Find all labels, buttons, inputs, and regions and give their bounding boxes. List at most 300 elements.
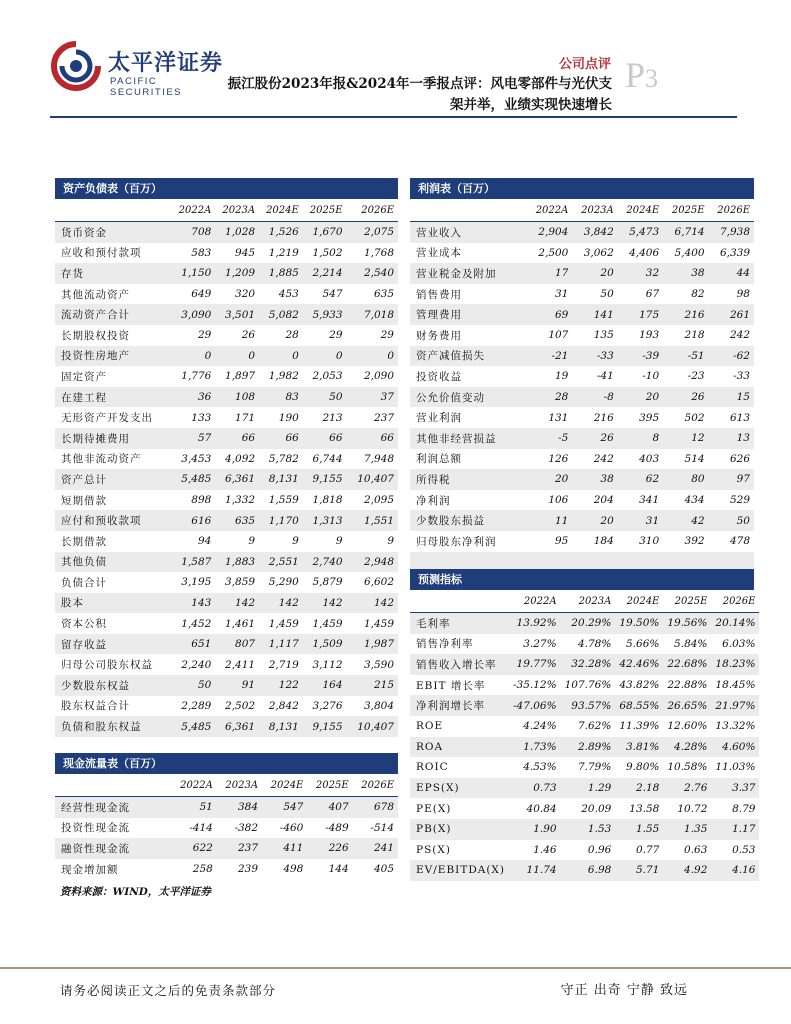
table-cell: 616 [172,510,216,531]
row-label: 股本 [55,593,172,614]
table-cell: 237 [217,838,262,859]
table-cell: 4.60% [711,737,759,758]
table-cell: 2,502 [225,699,256,712]
table-row [410,840,759,861]
table-cell: 8,131 [259,469,303,490]
table-cell: 12.60% [667,720,708,733]
table-row [410,531,754,552]
table-cell: 1,209 [215,263,259,284]
table-header-row [410,199,754,222]
table-row [55,572,398,593]
table-cell: 1,987 [347,634,398,655]
table-cell: 10,407 [347,716,398,737]
table-cell: 9 [292,535,299,548]
logo-chinese-name: 太平洋证券 [108,51,224,76]
row-label: 净利润 [416,494,451,507]
table-row [55,531,398,552]
table-cell: 22.68% [663,654,711,675]
table-cell: 19.77% [509,654,561,675]
table-cell: 2,411 [225,658,256,671]
logo-emblem-icon [50,40,102,92]
table-cell: 2.76 [663,778,711,799]
logo-english-name: PACIFIC SECURITIES [110,76,183,98]
table-cell: 164 [303,675,347,696]
table-cell: 17 [527,263,572,284]
table-cell: -489 [325,821,349,834]
table-row [410,243,754,264]
table-cell: 434 [684,494,705,507]
table-cell: 97 [709,469,754,490]
cashflow-panel [55,753,398,879]
table-cell: -414 [189,821,213,834]
table-row [410,449,754,470]
table-cell: 19.56% [663,613,711,634]
row-label: 固定资产 [61,370,107,383]
table-cell: 1,461 [225,617,256,630]
table-cell: 1.35 [663,819,711,840]
table-cell: 108 [215,387,259,408]
table-row [55,366,398,387]
table-cell: 3,590 [363,658,394,671]
report-title [200,74,612,116]
table-cell: 3,501 [215,304,259,325]
table-cell: 18.45% [715,679,756,692]
table-cell: 1,509 [303,634,347,655]
row-label: 在建工程 [55,387,172,408]
table-header-row [55,199,398,222]
table-cell: 135 [593,329,614,342]
table-row [410,490,754,511]
column-header: 2023A [561,590,616,613]
table-cell: 9 [387,535,394,548]
row-label: 销售净利率 [416,638,474,651]
table-cell: 4.28% [663,737,711,758]
table-cell: 1.73% [509,737,561,758]
table-cell: 13.32% [715,720,756,733]
table-cell: 514 [684,452,705,465]
table-cell: 2,500 [538,246,569,259]
forecast-table [410,590,759,881]
table-cell: 241 [353,838,398,859]
table-cell: 9,155 [303,716,347,737]
row-label: 投资性房地产 [55,346,172,367]
table-cell: 649 [191,288,212,301]
row-label: 融资性现金流 [55,838,172,859]
row-label: 资产总计 [55,469,172,490]
table-cell: 0.96 [587,843,612,856]
company-motto: 守正 出奇 宁静 致远 [560,983,688,998]
table-cell: 651 [172,634,216,655]
table-cell: 93.57% [561,695,616,716]
table-cell: 19 [554,370,569,383]
table-row [55,284,398,305]
table-row [410,654,759,675]
table-cell: 1,459 [268,617,299,630]
row-label: 归母股东净利润 [416,535,497,548]
table-cell: -23 [687,370,705,383]
table-cell: 310 [639,535,660,548]
row-label: EPS(X) [410,778,509,799]
table-cell: 237 [373,411,394,424]
data-source: 资料来源：WIND，太平洋证券 [60,886,211,898]
row-label: PE(X) [416,802,452,815]
table-cell: 15 [709,387,754,408]
table-cell: 67 [645,288,660,301]
table-cell: -514 [370,821,394,834]
table-cell: 9,155 [303,469,347,490]
forecast-panel [410,569,754,881]
table-row [410,387,754,408]
income-statement-panel [410,178,754,576]
table-cell: 1.17 [711,819,759,840]
table-cell: 1.90 [509,819,561,840]
table-cell: 1,885 [259,263,303,284]
table-cell: 1.29 [561,778,616,799]
table-cell: 29 [329,329,343,342]
table-cell: 226 [307,838,352,859]
table-cell: 216 [593,411,614,424]
table-cell: 20.14% [711,613,759,634]
table-cell: 5,879 [312,576,343,589]
table-cell: 19.50% [615,613,663,634]
table-cell: 142 [347,593,398,614]
table-cell: 141 [572,304,617,325]
table-cell: 3,804 [363,699,394,712]
table-cell: 0 [259,346,303,367]
table-cell: 44 [709,263,754,284]
income-statement-title: 利润表（百万） [410,178,754,199]
table-cell: 12 [663,428,708,449]
table-cell: 62 [618,469,663,490]
table-cell: 57 [172,428,216,449]
table-cell: 3,276 [312,699,343,712]
table-cell: 6,361 [215,716,259,737]
table-cell: 7,938 [709,222,754,243]
page-letter: P [625,55,646,95]
row-label: PB(X) [410,819,509,840]
table-row [55,469,398,490]
table-cell: 547 [322,288,343,301]
table-cell: 258 [192,863,213,876]
table-cell: 1,459 [312,617,343,630]
table-cell: 38 [572,469,617,490]
table-cell: 239 [238,863,259,876]
row-label: 留存收益 [55,634,172,655]
table-cell: 4.92 [663,860,711,881]
company-logo [50,40,225,98]
table-cell: 28 [527,387,572,408]
table-cell: 51 [172,797,217,818]
table-cell: 43.82% [619,679,660,692]
table-row [55,654,398,675]
table-cell: 66 [259,428,303,449]
table-cell: 583 [191,246,212,259]
table-cell: 708 [172,222,216,243]
table-row [55,838,398,859]
table-cell: 478 [729,535,750,548]
table-cell: 26 [241,329,256,342]
row-label: 少数股东损益 [410,510,527,531]
table-row [410,407,754,428]
table-cell: 898 [191,494,212,507]
row-label: 短期借款 [61,494,107,507]
table-cell: 6,602 [363,576,394,589]
table-cell: 635 [215,510,259,531]
table-cell: 20 [618,387,663,408]
table-cell: 50 [172,675,216,696]
table-cell: 94 [197,535,212,548]
column-header: 2023A [217,774,262,797]
table-cell: 10.58% [667,761,708,774]
table-cell: -5 [527,428,572,449]
table-row [55,818,398,839]
page-digit: 3 [645,64,659,93]
table-row [410,634,759,655]
table-cell: 218 [684,329,705,342]
table-row [55,263,398,284]
table-cell: 5,485 [172,469,216,490]
column-header: 2022A [172,774,217,797]
table-cell: 42 [663,510,708,531]
column-header: 2024E [262,774,307,797]
table-cell: 5.71 [615,860,663,881]
table-cell: 2,551 [259,552,303,573]
table-row [410,798,759,819]
row-label: 营业收入 [410,222,527,243]
table-cell: 3,842 [572,222,617,243]
table-cell: 5,485 [172,716,216,737]
table-cell: 10.72 [677,802,708,815]
row-label: ROE [416,720,444,733]
table-cell: 11.74 [509,860,561,881]
table-cell: -41 [596,370,614,383]
table-cell: 13 [709,428,754,449]
table-cell: 13.92% [509,613,561,634]
table-row [410,263,754,284]
table-cell: 144 [328,863,349,876]
table-row [55,716,398,737]
table-cell: 1,459 [363,617,394,630]
table-cell: 502 [684,411,705,424]
table-row [55,428,398,449]
table-cell: 807 [215,634,259,655]
table-cell: -460 [279,821,304,834]
table-cell: 4.24% [523,720,557,733]
table-cell: 37 [347,387,398,408]
balance-sheet-title: 资产负债表（百万） [55,178,398,199]
table-cell: 83 [259,387,303,408]
table-cell: 50 [303,387,347,408]
table-row [55,407,398,428]
table-cell: -51 [663,346,708,367]
table-cell: 2,904 [527,222,572,243]
table-cell: 31 [618,510,663,531]
table-cell: -35.12% [513,679,557,692]
table-cell: -8 [572,387,617,408]
table-row [410,469,754,490]
table-cell: 38 [663,263,708,284]
table-cell: 80 [663,469,708,490]
column-header: 2024E [615,590,663,613]
table-cell: 32 [618,263,663,284]
table-cell: 5,933 [303,304,347,325]
table-cell: 26 [663,387,708,408]
row-label: 净利润增长率 [410,695,509,716]
table-cell: 122 [259,675,303,696]
table-cell: 2.18 [615,778,663,799]
table-cell: 26.65% [663,695,711,716]
column-header [410,590,509,613]
table-cell: 626 [729,452,750,465]
row-label: 资本公积 [61,618,107,631]
table-cell: 3.27% [523,637,557,650]
table-cell: 1,502 [312,246,343,259]
cashflow-table [55,774,398,879]
header-divider [50,116,737,118]
row-label: 应收和预付款项 [61,247,142,260]
column-header [55,199,172,222]
table-cell: 8,131 [259,716,303,737]
table-cell: -47.06% [509,695,561,716]
row-label: 销售费用 [416,288,462,301]
table-cell: 1,897 [225,370,256,383]
table-cell: 91 [215,675,259,696]
table-cell: 20 [527,469,572,490]
table-cell: 529 [729,494,750,507]
table-cell: 0 [303,346,347,367]
table-cell: 1.55 [615,819,663,840]
row-label: 利润总额 [416,453,462,466]
table-row [410,304,754,325]
table-cell: 3,112 [312,658,343,671]
table-cell: 8 [618,428,663,449]
row-label: 营业利润 [416,412,462,425]
table-cell: 1,982 [268,370,299,383]
forecast-title: 预测指标 [410,569,754,590]
table-cell: 0.73 [509,778,561,799]
table-cell: 193 [639,329,660,342]
table-cell: 2,214 [303,263,347,284]
table-cell: 5,290 [268,576,299,589]
row-label: ROA [410,737,509,758]
row-label: 其他流动资产 [61,288,130,301]
row-label: 投资性现金流 [61,822,130,835]
table-row [55,696,398,717]
row-label: 财务费用 [416,329,462,342]
table-cell: 3,453 [181,452,212,465]
row-label: 现金增加额 [61,863,119,876]
table-cell: 1,559 [268,494,299,507]
column-header: 2025E [303,199,347,222]
table-cell: 31 [554,288,569,301]
table-cell: 405 [373,863,394,876]
table-cell: -21 [527,346,572,367]
table-cell: 171 [235,411,256,424]
row-label: 负债合计 [61,576,107,589]
table-cell: 2.89% [561,737,616,758]
table-cell: 1,587 [172,552,216,573]
table-row [55,634,398,655]
income-statement-table [410,199,754,552]
table-row [410,613,759,634]
table-cell: 3.81% [615,737,663,758]
table-cell: 4.16 [711,860,759,881]
table-cell: 215 [347,675,398,696]
table-cell: 320 [235,288,256,301]
table-cell: 3,090 [172,304,216,325]
report-title-line-2: 架并举，业绩实现快速增长 [450,97,612,113]
table-cell: 6,361 [215,469,259,490]
table-cell: 2,075 [347,222,398,243]
table-cell: 2,719 [268,658,299,671]
table-cell: 11 [527,510,572,531]
row-label: 归母公司股东权益 [61,659,153,672]
table-cell: 9 [335,535,343,548]
table-cell: 945 [235,246,256,259]
table-cell: 5,473 [618,222,663,243]
table-row [410,695,759,716]
table-cell: 1,332 [225,494,256,507]
row-label: 负债和股东权益 [55,716,172,737]
table-cell: 341 [639,494,660,507]
column-header: 2022A [527,199,572,222]
table-cell: 213 [322,411,343,424]
table-cell: 66 [303,428,347,449]
document-type: 公司点评 [558,57,611,72]
footer-divider [0,967,791,969]
table-row [410,325,754,346]
table-row [55,449,398,470]
table-cell: 242 [593,452,614,465]
table-row [55,613,398,634]
table-cell: 1,170 [259,510,303,531]
table-cell: 1,551 [347,510,398,531]
row-label: 营业成本 [416,247,462,260]
table-cell: 68.55% [615,695,663,716]
table-cell: 106 [548,494,569,507]
table-cell: 18.23% [711,654,759,675]
table-cell: 2,289 [181,699,212,712]
table-cell: 98 [736,288,750,301]
row-label: 营业税金及附加 [410,263,527,284]
table-cell: 2,095 [363,494,394,507]
table-row [410,366,754,387]
row-label: PS(X) [416,843,451,856]
table-row [410,716,759,737]
table-cell: -62 [709,346,754,367]
row-label: 货币资金 [55,222,172,243]
table-cell: 69 [527,304,572,325]
table-cell: 107.76% [564,679,612,692]
table-cell: 13.58 [629,802,660,815]
table-cell: 0.63 [684,843,708,856]
table-cell: 403 [639,452,660,465]
table-cell: 3.37 [711,778,759,799]
table-row [55,325,398,346]
column-header: 2025E [663,199,708,222]
table-cell: 9 [248,535,256,548]
table-cell: 1,670 [303,222,347,243]
table-cell: 10,407 [347,469,398,490]
table-cell: 4,406 [629,246,660,259]
table-cell: 3,195 [181,576,212,589]
table-cell: 2,842 [268,699,299,712]
table-cell: 50 [709,510,754,531]
table-cell: 242 [729,329,750,342]
table-cell: 1,526 [259,222,303,243]
table-cell: 407 [307,797,352,818]
column-header: 2026E [709,199,754,222]
